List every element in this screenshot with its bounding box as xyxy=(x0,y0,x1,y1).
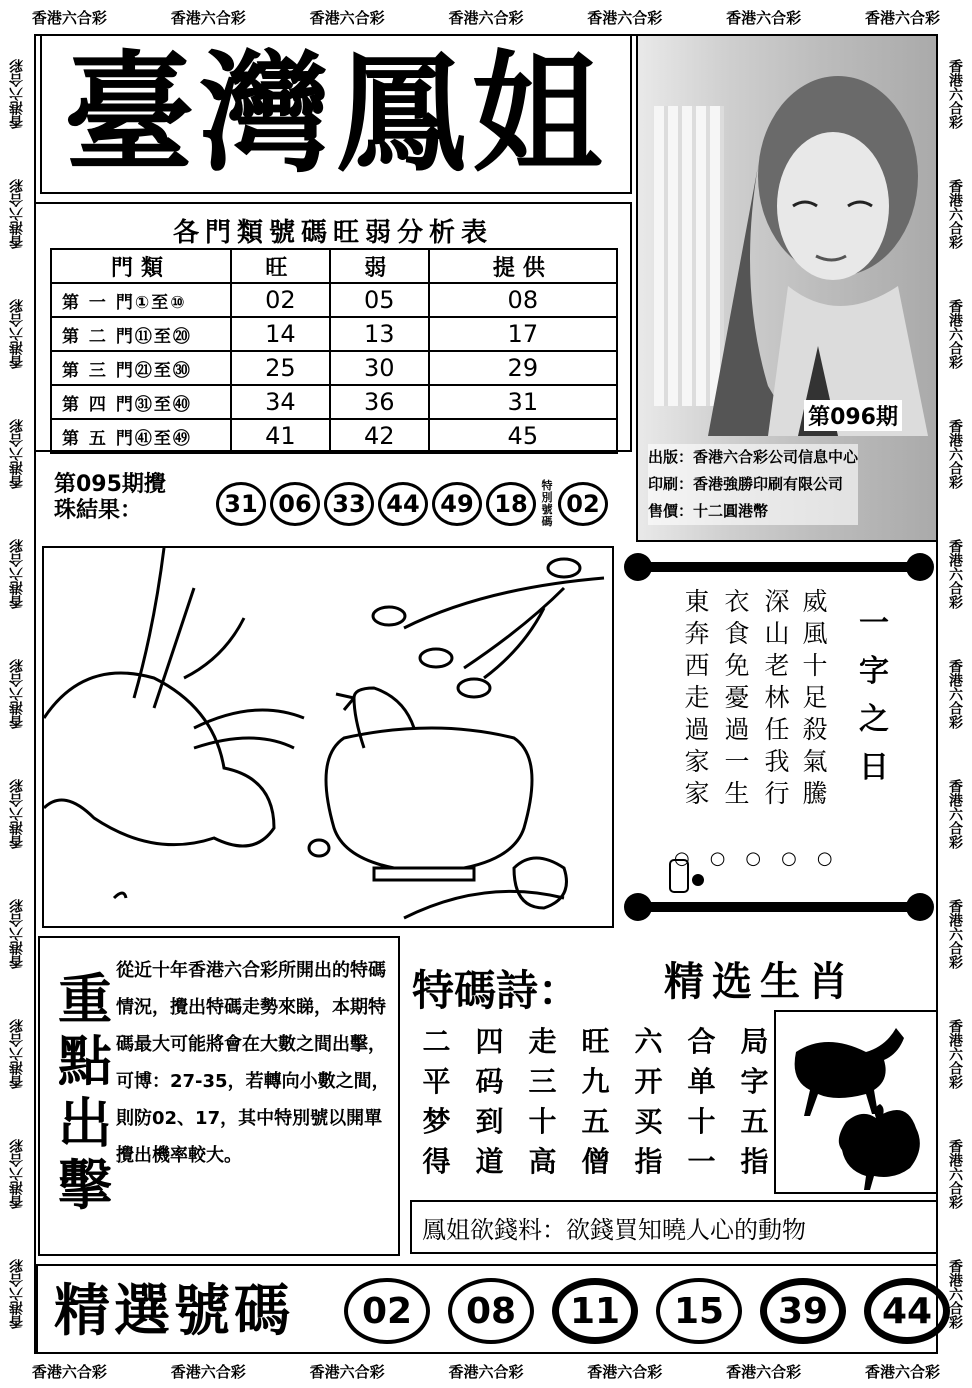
snake-in-jar-drawing xyxy=(44,548,612,926)
draw-ball: 31 xyxy=(216,482,266,526)
border-text: 香港六合彩 xyxy=(726,8,802,27)
scroll-knob xyxy=(624,893,652,921)
border-text: 香港六合彩 xyxy=(448,1362,524,1381)
border-text: 香港六合彩 xyxy=(31,8,107,27)
draw-ball: 18 xyxy=(486,482,536,526)
door-cell: 第 四 門㉛至㊵ xyxy=(51,385,231,419)
border-text: 香港六合彩 xyxy=(9,419,25,489)
weak-cell: 30 xyxy=(330,351,429,385)
title-box xyxy=(40,34,632,194)
strong-cell: 25 xyxy=(231,351,330,385)
poem-char: 高 xyxy=(528,1145,557,1178)
offer-cell: 17 xyxy=(429,317,617,351)
selected-numbers-box xyxy=(36,1264,938,1354)
border-text: 香港六合彩 xyxy=(309,1362,385,1381)
border-text: 香港六合彩 xyxy=(864,1362,940,1381)
border-text: 香港六合彩 xyxy=(9,1259,25,1329)
scroll-knob xyxy=(624,553,652,581)
border-text: 香港六合彩 xyxy=(947,1139,963,1209)
selected-number: 08 xyxy=(448,1278,534,1344)
draw-label-line: 第095期攪 xyxy=(54,472,166,497)
border-text: 香港六合彩 xyxy=(947,179,963,249)
draw-results-label xyxy=(54,472,166,524)
table-row xyxy=(51,385,617,419)
poem-dots: ○○○○○ xyxy=(674,848,853,869)
poem-char: 指 xyxy=(634,1145,663,1178)
poem-column: 深山老林任我行 xyxy=(764,587,790,808)
poem-char: 旺 xyxy=(581,1025,610,1058)
selected-number: 39 xyxy=(760,1278,846,1344)
selected-numbers-label: 精選號碼 xyxy=(54,1278,294,1344)
header-door: 門類 xyxy=(51,249,231,283)
selected-numbers xyxy=(344,1278,950,1344)
analysis-table-box xyxy=(34,202,632,452)
poem-char: 梦 xyxy=(422,1105,451,1138)
analysis-table xyxy=(50,248,618,454)
border-text: 香港六合彩 xyxy=(947,1259,963,1329)
poem-char: 五 xyxy=(740,1105,769,1138)
focus-attack-heading: 重點出擊 xyxy=(58,967,112,1217)
border-text: 香港六合彩 xyxy=(947,1019,963,1089)
border-text: 香港六合彩 xyxy=(947,299,963,369)
border-text: 香港六合彩 xyxy=(947,539,963,609)
weak-cell: 13 xyxy=(330,317,429,351)
scroll-rod xyxy=(634,562,924,572)
border-text: 香港六合彩 xyxy=(9,1139,25,1209)
money-riddle: 鳳姐欲錢料：欲錢買知曉人心的動物 xyxy=(410,1200,938,1254)
table-row xyxy=(51,419,617,453)
poem-char: 码 xyxy=(475,1065,504,1098)
border-text: 香港六合彩 xyxy=(587,1362,663,1381)
weak-cell: 36 xyxy=(330,385,429,419)
scroll-rod xyxy=(634,902,924,912)
left-border-band xyxy=(0,34,34,1354)
strong-cell: 02 xyxy=(231,283,330,317)
poem-column: 衣食免憂過一生 xyxy=(724,587,750,808)
selected-number: 02 xyxy=(344,1278,430,1344)
publisher-info xyxy=(648,444,858,525)
top-border-band xyxy=(0,0,972,34)
strong-cell: 14 xyxy=(231,317,330,351)
issue-number: 第096期 xyxy=(804,400,902,431)
bottom-border-band xyxy=(0,1354,972,1388)
border-text: 香港六合彩 xyxy=(309,8,385,27)
weak-cell: 05 xyxy=(330,283,429,317)
poem-char: 走 xyxy=(528,1025,557,1058)
header-weak: 弱 xyxy=(330,249,429,283)
poem-char: 六 xyxy=(634,1025,663,1058)
draw-ball: 44 xyxy=(378,482,428,526)
table-row xyxy=(51,283,617,317)
poem-char: 平 xyxy=(422,1065,451,1098)
border-text: 香港六合彩 xyxy=(947,419,963,489)
selected-number: 15 xyxy=(656,1278,742,1344)
price-line: 售價：十二圓港幣 xyxy=(648,498,858,525)
border-text: 香港六合彩 xyxy=(864,8,940,27)
poem-char: 十 xyxy=(528,1105,557,1138)
page-title: 臺灣鳳姐 xyxy=(63,37,608,190)
offer-cell: 45 xyxy=(429,419,617,453)
door-cell: 第 五 門㊶至㊾ xyxy=(51,419,231,453)
table-row xyxy=(51,317,617,351)
poem-char: 二 xyxy=(422,1025,451,1058)
analysis-text: 從近十年香港六合彩所開出的特碼情況，攪出特碼走勢來睇，本期特碼最大可能將會在大數之間出擊，可博：27-35，若轉向小數之間，則防02、17，其中特別號以開單攪出機率較大。 xyxy=(116,960,390,1166)
border-text: 香港六合彩 xyxy=(9,899,25,969)
poem-char: 五 xyxy=(581,1105,610,1138)
border-text: 香港六合彩 xyxy=(9,299,25,369)
poem-char: 十 xyxy=(687,1105,716,1138)
border-text: 香港六合彩 xyxy=(9,659,25,729)
poem-char: 开 xyxy=(634,1065,663,1098)
offer-cell: 08 xyxy=(429,283,617,317)
poem-char: 到 xyxy=(475,1105,504,1138)
offer-cell: 31 xyxy=(429,385,617,419)
table-header-row xyxy=(51,249,617,283)
draw-ball: 49 xyxy=(432,482,482,526)
publisher-line: 出版：香港六合彩公司信息中心 xyxy=(648,444,858,471)
special-ball: 02 xyxy=(558,482,608,526)
poem-char: 指 xyxy=(740,1145,769,1178)
poem-char: 僧 xyxy=(581,1145,610,1178)
selected-number: 44 xyxy=(864,1278,950,1344)
special-number-tag: 特別號碼 xyxy=(541,479,553,528)
border-text: 香港六合彩 xyxy=(947,59,963,129)
border-text: 香港六合彩 xyxy=(31,1362,107,1381)
draw-ball: 06 xyxy=(270,482,320,526)
scroll-knob xyxy=(906,893,934,921)
border-text: 香港六合彩 xyxy=(9,179,25,249)
poem-char: 买 xyxy=(634,1105,663,1138)
border-text: 香港六合彩 xyxy=(726,1362,802,1381)
poem-char: 得 xyxy=(422,1145,451,1178)
poem-char: 局 xyxy=(740,1025,769,1058)
poem-heading: 一字之日 xyxy=(859,606,889,785)
border-text: 香港六合彩 xyxy=(170,8,246,27)
zodiac-heading: 精选生肖 xyxy=(664,958,856,1005)
border-text: 香港六合彩 xyxy=(170,1362,246,1381)
border-text: 香港六合彩 xyxy=(587,8,663,27)
offer-cell: 29 xyxy=(429,351,617,385)
border-text: 香港六合彩 xyxy=(9,539,25,609)
right-border-band xyxy=(938,34,972,1354)
scroll-knob xyxy=(906,553,934,581)
header-offer: 提供 xyxy=(429,249,617,283)
strong-cell: 41 xyxy=(231,419,330,453)
strong-cell: 34 xyxy=(231,385,330,419)
photo-panel xyxy=(636,34,938,542)
door-cell: 第 一 門①至⑩ xyxy=(51,283,231,317)
border-text: 香港六合彩 xyxy=(448,8,524,27)
analysis-box xyxy=(38,936,400,1256)
weak-cell: 42 xyxy=(330,419,429,453)
poem-column: 東奔西走過家家 xyxy=(684,587,710,808)
table-title: 各門類號碼旺弱分析表 xyxy=(172,218,493,248)
poem-char: 道 xyxy=(475,1145,504,1178)
header-strong: 旺 xyxy=(231,249,330,283)
dog-and-rooster-icon xyxy=(776,1012,936,1192)
draw-results xyxy=(216,480,608,528)
special-poem-grid xyxy=(410,1020,781,1180)
poem-char: 字 xyxy=(740,1065,769,1098)
zodiac-animals xyxy=(774,1010,938,1194)
border-text: 香港六合彩 xyxy=(9,59,25,129)
border-text: 香港六合彩 xyxy=(947,659,963,729)
poem-char: 三 xyxy=(528,1065,557,1098)
poem-char: 单 xyxy=(687,1065,716,1098)
draw-label-line: 珠結果： xyxy=(54,498,143,523)
border-text: 香港六合彩 xyxy=(9,779,25,849)
printer-line: 印刷：香港強勝印刷有限公司 xyxy=(648,471,858,498)
border-text: 香港六合彩 xyxy=(947,779,963,849)
special-poem-title: 特碼詩： xyxy=(412,966,581,1015)
seal-icon xyxy=(668,856,708,896)
selected-number: 11 xyxy=(552,1278,638,1344)
poem-char: 合 xyxy=(687,1025,716,1058)
table-row xyxy=(51,351,617,385)
border-text: 香港六合彩 xyxy=(9,1019,25,1089)
portrait-figure xyxy=(698,56,938,436)
puzzle-illustration xyxy=(42,546,614,928)
border-text: 香港六合彩 xyxy=(947,899,963,969)
poem-char: 四 xyxy=(475,1025,504,1058)
door-cell: 第 二 門⑪至⑳ xyxy=(51,317,231,351)
poem-scroll xyxy=(624,556,934,912)
poem-char: 一 xyxy=(687,1145,716,1178)
poem-column: 威風十足殺氣騰 xyxy=(802,587,828,808)
door-cell: 第 三 門㉑至㉚ xyxy=(51,351,231,385)
poem-char: 九 xyxy=(581,1065,610,1098)
draw-ball: 33 xyxy=(324,482,374,526)
